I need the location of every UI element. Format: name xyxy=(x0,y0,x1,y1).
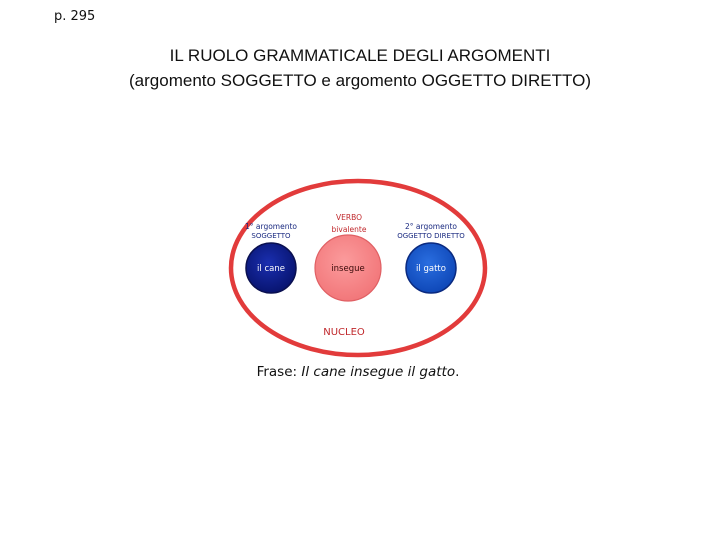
sentence-prefix: Frase: xyxy=(256,364,302,380)
object-circle-text: il gatto xyxy=(416,264,446,274)
object-label-line2: OGGETTO DIRETTO xyxy=(397,232,465,240)
subject-circle-text: il cane xyxy=(257,264,285,274)
verb-label-line2: bivalente xyxy=(331,225,367,234)
sentence-text: Il cane insegue il gatto xyxy=(301,364,456,380)
object-label-line1: 2° argomento xyxy=(404,222,458,231)
subject-label-line2: SOGGETTO xyxy=(251,232,291,240)
subject-label-line1: 1° argomento xyxy=(244,222,298,231)
title-line-2: (argomento SOGGETTO e argomento OGGETTO DIRETTO) xyxy=(129,71,591,90)
title-line-1: IL RUOLO GRAMMATICALE DEGLI ARGOMENTI xyxy=(169,46,551,65)
sentence-suffix: . xyxy=(455,364,460,380)
example-sentence xyxy=(0,364,716,380)
verb-circle-text: insegue xyxy=(331,264,365,274)
verb-label-line1: VERBO xyxy=(336,213,362,222)
nucleus-label: NUCLEO xyxy=(323,327,365,338)
page-number: p. 295 xyxy=(54,9,96,24)
